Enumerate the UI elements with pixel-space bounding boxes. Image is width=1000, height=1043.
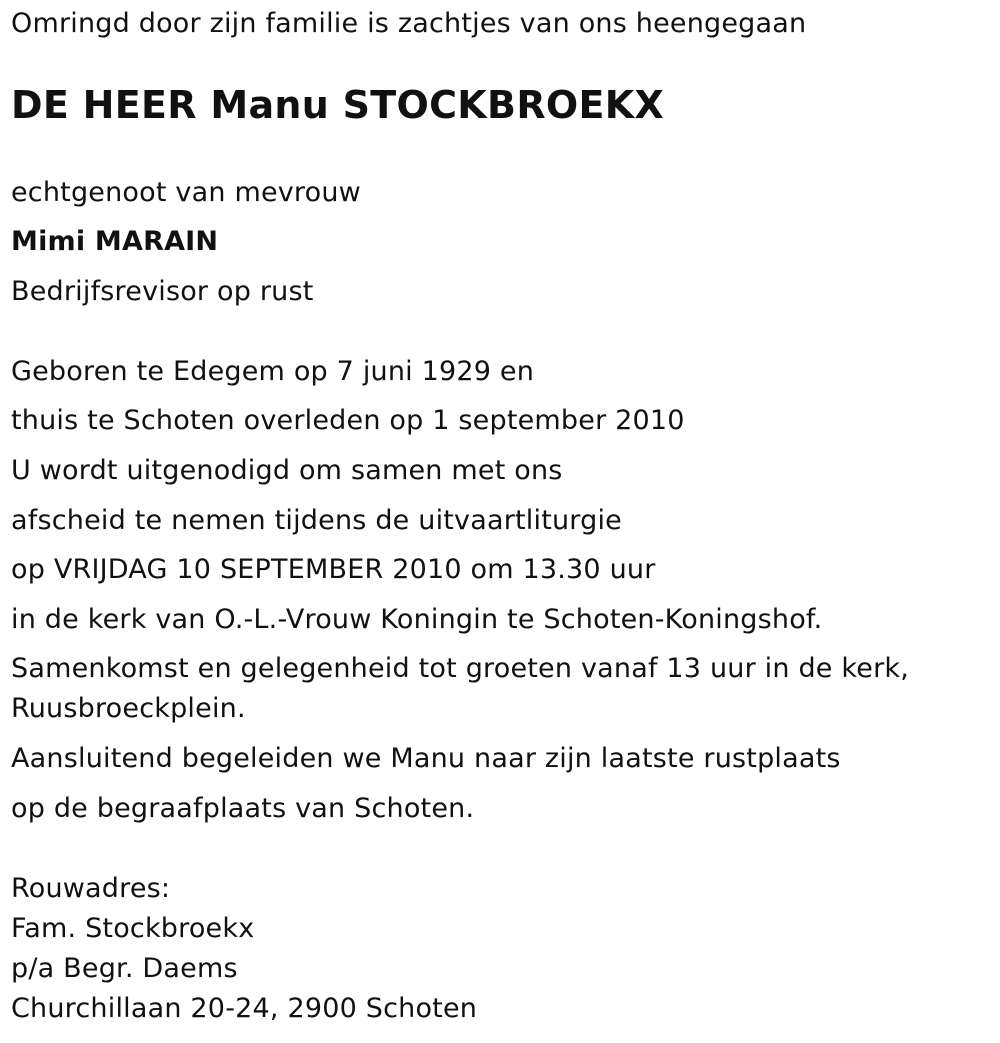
- detail-line: Samenkomst en gelegenheid tot groeten vanaf 13 uur in de kerk,: [11, 653, 910, 684]
- detail-line: Ruusbroeckplein.: [11, 693, 246, 724]
- detail-line: U wordt uitgenodigd om samen met ons: [11, 455, 563, 486]
- occupation: Bedrijfsrevisor op rust: [11, 276, 314, 307]
- address-label: Rouwadres:: [11, 873, 171, 904]
- address-line: Fam. Stockbroekx: [11, 913, 255, 944]
- intro-text: Omringd door zijn familie is zachtjes van ons heengegaan: [11, 8, 807, 39]
- spouse-prefix: echtgenoot van mevrouw: [11, 177, 361, 208]
- detail-line: Geboren te Edegem op 7 juni 1929 en: [11, 356, 535, 387]
- detail-line: thuis te Schoten overleden op 1 september 2010: [11, 405, 685, 436]
- detail-line: Aansluitend begeleiden we Manu naar zijn laatste rustplaats: [11, 743, 841, 774]
- address-line: p/a Begr. Daems: [11, 953, 238, 984]
- detail-line: op VRIJDAG 10 SEPTEMBER 2010 om 13.30 uur: [11, 554, 656, 585]
- detail-line: in de kerk van O.-L.-Vrouw Koningin te Schoten-Koningshof.: [11, 604, 823, 635]
- spouse-name: Mimi MARAIN: [11, 226, 219, 257]
- address-line: Churchillaan 20-24, 2900 Schoten: [11, 993, 478, 1024]
- detail-line: afscheid te nemen tijdens de uitvaartliturgie: [11, 505, 622, 536]
- deceased-name: DE HEER Manu STOCKBROEKX: [11, 83, 665, 127]
- detail-line: op de begraafplaats van Schoten.: [11, 793, 475, 824]
